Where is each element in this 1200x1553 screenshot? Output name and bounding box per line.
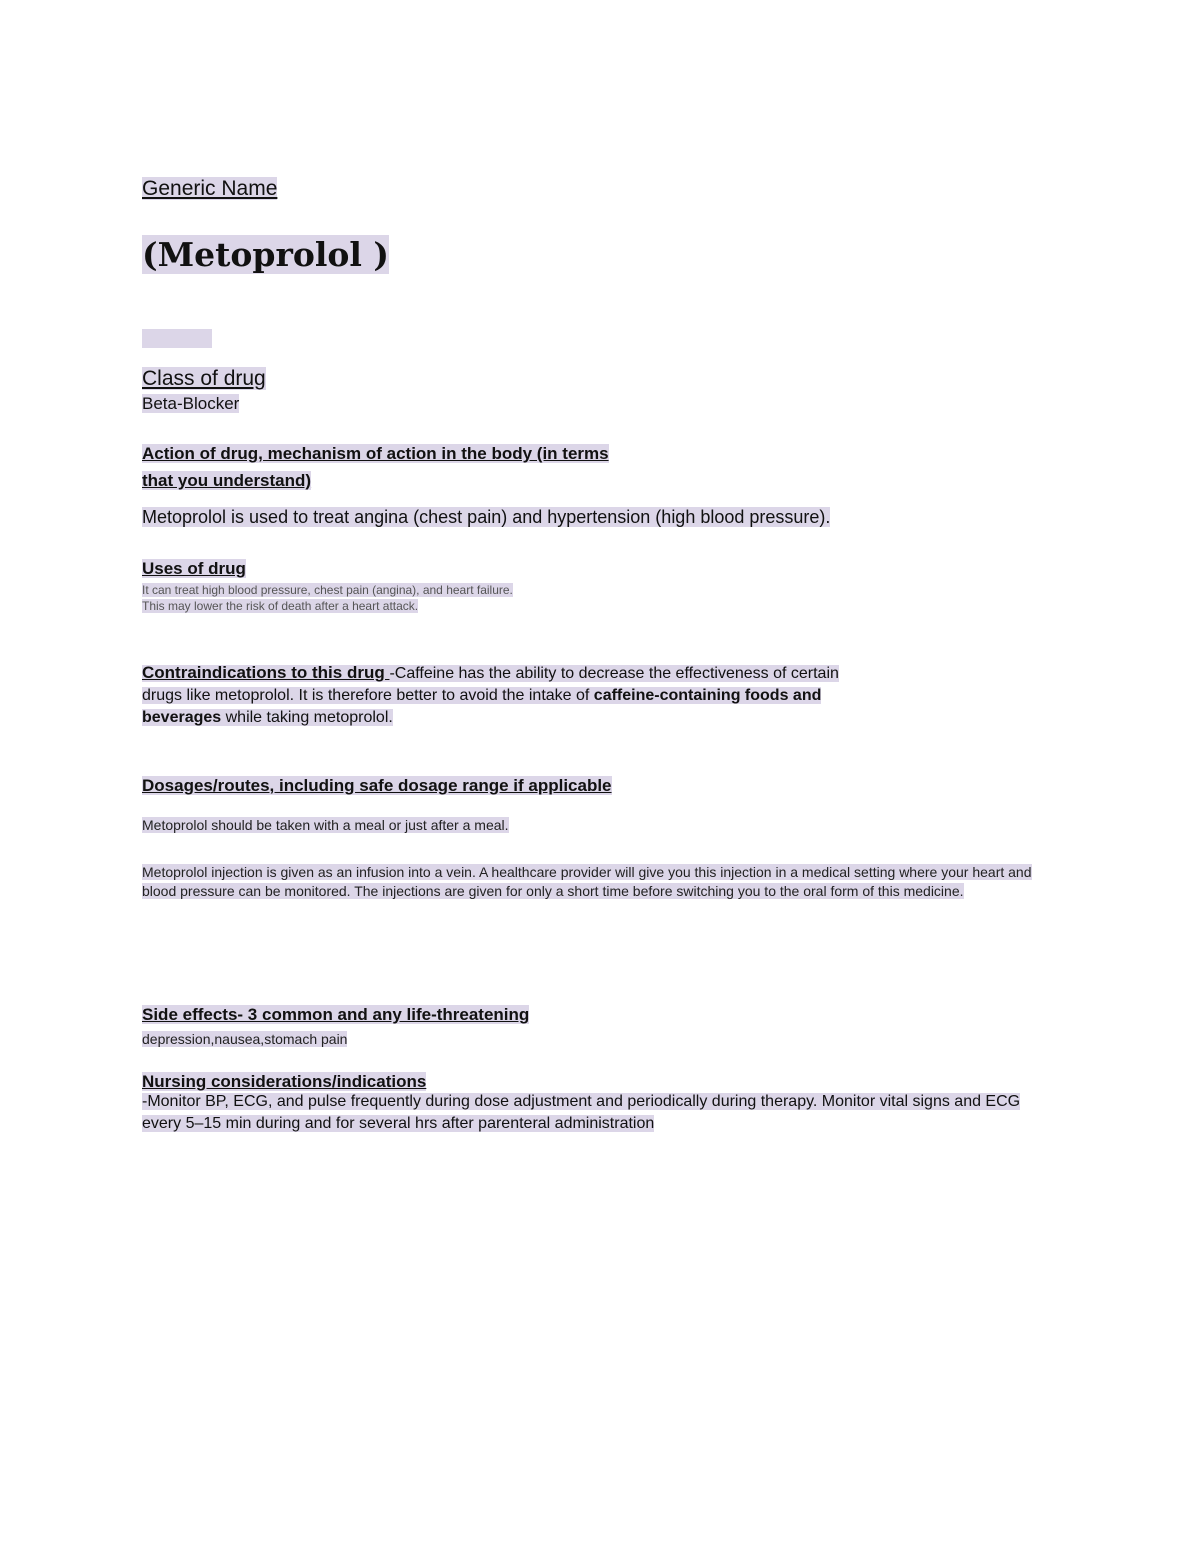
action-text: Metoprolol is used to treat angina (chest pain) and hypertension (high blood pressure). [142, 507, 831, 527]
dosages-text-oral: Metoprolol should be taken with a meal or just after a meal. [142, 817, 509, 833]
contraindications-text: -Caffeine has the ability to decrease the effectiveness of certain drugs like metoprolol. It is therefore better to avoid the intake of [142, 665, 839, 704]
contraindications-bold: caffeine-containing foods and beverages [142, 687, 822, 726]
nursing-text: -Monitor BP, ECG, and pulse frequently during dose adjustment and periodically during therapy. Monitor vital signs and ECG every 5–15 min during and for several hrs after parenteral administration [142, 1093, 1021, 1132]
class-of-drug-text: Beta-Blocker [142, 394, 240, 413]
dosages-heading: Dosages/routes, including safe dosage range if applicable [142, 776, 612, 795]
uses-text: It can treat high blood pressure, chest pain (angina), and heart failure. This may lower the risk of death after a heart attack. [142, 583, 513, 613]
contraindications-text-end: while taking metoprolol. [221, 709, 393, 726]
dosages-text-injection: Metoprolol injection is given as an infusion into a vein. A healthcare provider will give you this injection in a medical setting where your heart and blood pressure can be monitored. The injections are given for only a short time before switching you to the oral form of this medicine. [142, 864, 1032, 899]
action-heading: Action of drug, mechanism of action in the body (in terms that you understand) [142, 444, 609, 490]
contraindications-section [142, 662, 862, 729]
side-effects-heading: Side effects- 3 common and any life-threatening [142, 1005, 530, 1024]
side-effects-text: depression,nausea,stomach pain [142, 1031, 348, 1047]
contraindications-heading: Contraindications to this drug [142, 663, 390, 682]
nursing-heading: Nursing considerations/indications [142, 1072, 427, 1091]
drug-title: (Metoprolol ) [142, 235, 390, 274]
generic-name-heading: Generic Name [142, 177, 278, 200]
empty-highlight [142, 329, 212, 348]
uses-heading: Uses of drug [142, 559, 246, 578]
class-of-drug-heading: Class of drug [142, 367, 266, 390]
